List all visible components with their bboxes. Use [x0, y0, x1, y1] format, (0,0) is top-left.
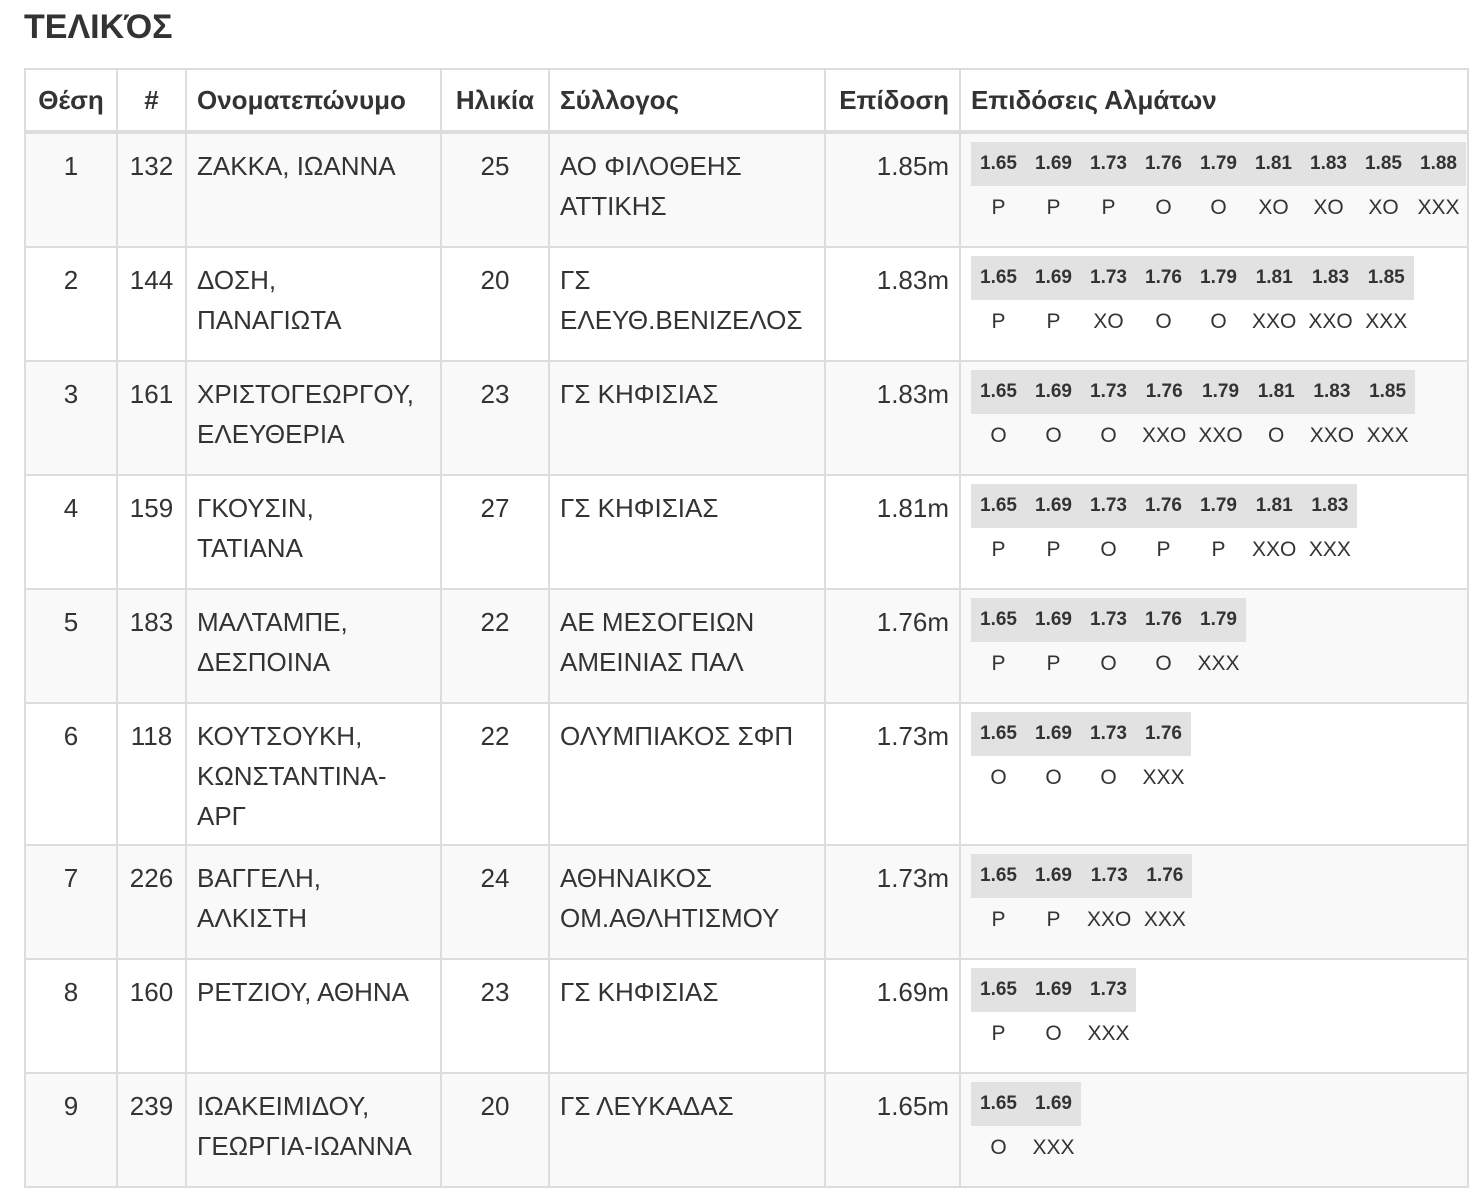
jump-attempt: XXX [1366, 424, 1409, 447]
results-table [24, 68, 1469, 1188]
cell-name [186, 475, 441, 589]
jump-attempt: O [990, 766, 1007, 789]
cell-performance: 1.83m [825, 361, 960, 475]
jump-attempt: XO [1313, 196, 1344, 219]
jumps-grid [971, 370, 1415, 458]
club-line: ΕΛΕΥΘ.ΒΕΝΙΖΕΛΟΣ [560, 305, 803, 335]
jump-attempts-row [971, 1126, 1081, 1170]
jump-height: 1.69 [1026, 370, 1081, 414]
cell-position: 9 [25, 1073, 117, 1187]
cell-age: 25 [441, 132, 549, 247]
jump-height: 1.65 [971, 968, 1026, 1012]
cell-name [186, 132, 441, 247]
club-line: ΑΤΤΙΚΗΣ [560, 191, 667, 221]
jumps-grid [971, 968, 1136, 1056]
cell-position: 7 [25, 845, 117, 959]
jump-attempt: P [991, 652, 1006, 675]
jump-attempt: P [991, 908, 1006, 931]
jump-attempts-row [971, 898, 1192, 942]
cell-name [186, 1073, 441, 1187]
cell-performance: 1.85m [825, 132, 960, 247]
cell-age: 20 [441, 1073, 549, 1187]
name-line: ΙΩΑΚΕΙΜΙΔΟΥ, [197, 1091, 370, 1121]
cell-jumps [960, 959, 1468, 1073]
jump-heights-row [971, 968, 1136, 1012]
jump-attempts-row [971, 528, 1357, 572]
cell-club [549, 845, 825, 959]
cell-bib: 183 [117, 589, 186, 703]
cell-performance: 1.73m [825, 703, 960, 845]
header-age[interactable]: Ηλικία [441, 69, 549, 132]
jump-height: 1.65 [971, 1082, 1026, 1126]
page-title: ΤΕΛΙΚΌΣ [24, 8, 173, 46]
jump-attempt: XXX [1087, 1022, 1130, 1045]
jump-attempt: O [1100, 652, 1117, 675]
name-line: ΤΑΤΙΑΝΑ [197, 533, 303, 563]
jump-height: 1.65 [971, 370, 1026, 414]
jump-height: 1.83 [1302, 484, 1357, 528]
cell-name [186, 247, 441, 361]
name-line: ΡΕΤΖΙΟΥ, ΑΘΗΝΑ [197, 977, 409, 1007]
jump-attempts-row [971, 186, 1466, 230]
cell-club [549, 475, 825, 589]
jump-height: 1.69 [1026, 598, 1081, 642]
jump-height: 1.79 [1192, 370, 1248, 414]
cell-jumps [960, 1073, 1468, 1187]
jump-attempt: P [1046, 310, 1061, 333]
jump-attempt: XXX [1197, 652, 1240, 675]
name-line: ΓΕΩΡΓΙΑ-ΙΩΑΝΝΑ [197, 1131, 412, 1161]
club-line: ΑΕ ΜΕΣΟΓΕΙΩΝ [560, 607, 755, 637]
table-row [25, 1073, 1468, 1187]
club-line: ΟΛΥΜΠΙΑΚΟΣ ΣΦΠ [560, 721, 794, 751]
table-row [25, 959, 1468, 1073]
cell-jumps [960, 589, 1468, 703]
name-line: ΔΕΣΠΟΙΝΑ [197, 647, 331, 677]
jump-height: 1.85 [1356, 142, 1411, 186]
jump-height: 1.76 [1136, 598, 1191, 642]
jump-height: 1.69 [1026, 484, 1081, 528]
jump-height: 1.76 [1137, 854, 1192, 898]
jump-height: 1.76 [1136, 484, 1191, 528]
cell-jumps [960, 475, 1468, 589]
jump-height: 1.73 [1081, 370, 1136, 414]
club-line: ΓΣ ΛΕΥΚΑΔΑΣ [560, 1091, 734, 1121]
jumps-grid [971, 484, 1357, 572]
cell-club [549, 361, 825, 475]
jump-attempt: P [1046, 652, 1061, 675]
header-bib[interactable]: # [117, 69, 186, 132]
cell-club [549, 959, 825, 1073]
cell-position: 8 [25, 959, 117, 1073]
jump-height: 1.79 [1191, 484, 1246, 528]
jump-attempts-row [971, 756, 1191, 800]
jump-attempt: XO [1093, 310, 1124, 333]
jump-attempt: O [1155, 652, 1172, 675]
name-line: ΚΟΥΤΣΟΥΚΗ, [197, 721, 363, 751]
jump-attempt: P [1046, 538, 1061, 561]
cell-name [186, 845, 441, 959]
cell-bib: 132 [117, 132, 186, 247]
header-position[interactable]: Θέση [25, 69, 117, 132]
jump-attempt: P [1211, 538, 1226, 561]
cell-age: 24 [441, 845, 549, 959]
table-row [25, 132, 1468, 247]
cell-age: 27 [441, 475, 549, 589]
jump-height: 1.76 [1136, 370, 1192, 414]
cell-performance: 1.83m [825, 247, 960, 361]
cell-jumps [960, 132, 1468, 247]
jump-height: 1.69 [1026, 1082, 1081, 1126]
cell-age: 22 [441, 703, 549, 845]
jump-attempt: XXO [1308, 310, 1353, 333]
jumps-grid [971, 598, 1246, 686]
jump-attempt: P [991, 196, 1006, 219]
jump-attempt: XO [1368, 196, 1399, 219]
club-line: ΑΘΗΝΑΙΚΟΣ [560, 863, 712, 893]
jump-height: 1.85 [1360, 370, 1415, 414]
cell-jumps [960, 247, 1468, 361]
jump-attempt: XXO [1142, 424, 1187, 447]
jump-height: 1.69 [1026, 854, 1081, 898]
club-line: ΟΜ.ΑΘΛΗΤΙΣΜΟΥ [560, 903, 780, 933]
name-line: ΓΚΟΥΣΙΝ, [197, 493, 314, 523]
jump-attempt: P [1101, 196, 1116, 219]
jump-height: 1.73 [1081, 854, 1137, 898]
jump-height: 1.73 [1081, 598, 1136, 642]
table-row [25, 475, 1468, 589]
jump-heights-row [971, 854, 1192, 898]
cell-position: 6 [25, 703, 117, 845]
jump-height: 1.76 [1136, 256, 1191, 300]
name-line: ΑΡΓ [197, 801, 247, 831]
header-row [25, 69, 1468, 132]
jump-attempt: XXO [1087, 908, 1132, 931]
cell-performance: 1.69m [825, 959, 960, 1073]
header-performance[interactable]: Επίδοση [825, 69, 960, 132]
jump-attempt: P [1156, 538, 1171, 561]
jump-attempt: XXX [1365, 310, 1408, 333]
header-club[interactable]: Σύλλογος [549, 69, 825, 132]
cell-age: 23 [441, 361, 549, 475]
club-line: ΓΣ ΚΗΦΙΣΙΑΣ [560, 493, 719, 523]
jump-height: 1.83 [1301, 142, 1356, 186]
club-line: ΑΟ ΦΙΛΟΘΕΗΣ [560, 151, 742, 181]
jump-attempt: O [1268, 424, 1285, 447]
jump-heights-row [971, 484, 1357, 528]
name-line: ΧΡΙΣΤΟΓΕΩΡΓΟΥ, [197, 379, 415, 409]
jump-height: 1.69 [1026, 968, 1081, 1012]
cell-jumps [960, 703, 1468, 845]
jumps-grid [971, 854, 1192, 942]
jump-attempt: O [1100, 766, 1117, 789]
jump-attempt: XXX [1142, 766, 1185, 789]
cell-bib: 226 [117, 845, 186, 959]
jump-attempt: O [990, 1136, 1007, 1159]
name-line: ΕΛΕΥΘΕΡΙΑ [197, 419, 345, 449]
cell-bib: 159 [117, 475, 186, 589]
jump-attempts-row [971, 1012, 1136, 1056]
name-line: ΒΑΓΓΕΛΗ, [197, 863, 322, 893]
jump-attempt: XXX [1417, 196, 1460, 219]
cell-position: 1 [25, 132, 117, 247]
cell-club [549, 703, 825, 845]
jump-attempts-row [971, 642, 1246, 686]
jump-height: 1.81 [1246, 484, 1302, 528]
cell-position: 5 [25, 589, 117, 703]
cell-jumps [960, 361, 1468, 475]
club-line: ΓΣ ΚΗΦΙΣΙΑΣ [560, 379, 719, 409]
cell-position: 4 [25, 475, 117, 589]
jump-height: 1.88 [1411, 142, 1466, 186]
name-line: ΖΑΚΚΑ, ΙΩΑΝΝΑ [197, 151, 396, 181]
jump-attempts-row [971, 300, 1414, 344]
jump-attempt: O [1100, 538, 1117, 561]
jump-attempts-row [971, 414, 1415, 458]
jump-attempt: XXO [1198, 424, 1243, 447]
jump-heights-row [971, 370, 1415, 414]
jump-attempt: O [990, 424, 1007, 447]
cell-position: 3 [25, 361, 117, 475]
jump-height: 1.69 [1026, 142, 1081, 186]
jump-height: 1.83 [1302, 256, 1358, 300]
name-line: ΠΑΝΑΓΙΩΤΑ [197, 305, 342, 335]
jump-heights-row [971, 712, 1191, 756]
jump-height: 1.65 [971, 142, 1026, 186]
name-line: ΔΟΣΗ, [197, 265, 277, 295]
cell-club [549, 589, 825, 703]
jump-attempt: XXX [1308, 538, 1351, 561]
jump-attempt: XXO [1309, 424, 1355, 447]
jump-height: 1.69 [1026, 712, 1081, 756]
jumps-grid [971, 712, 1191, 800]
cell-age: 20 [441, 247, 549, 361]
header-name[interactable]: Ονοματεπώνυμο [186, 69, 441, 132]
cell-bib: 239 [117, 1073, 186, 1187]
results-body [25, 132, 1468, 1187]
jump-height: 1.81 [1246, 142, 1301, 186]
jump-attempt: O [1100, 424, 1117, 447]
table-row [25, 589, 1468, 703]
jump-height: 1.65 [971, 256, 1026, 300]
jump-attempt: XXO [1252, 538, 1297, 561]
jump-attempt: P [1046, 196, 1061, 219]
cell-age: 22 [441, 589, 549, 703]
jump-attempt: XXX [1143, 908, 1186, 931]
club-line: ΓΣ ΚΗΦΙΣΙΑΣ [560, 977, 719, 1007]
jump-attempt: XXX [1032, 1136, 1075, 1159]
jump-heights-row [971, 1082, 1081, 1126]
name-line: ΚΩΝΣΤΑΝΤΙΝΑ- [197, 761, 387, 791]
jump-attempt: P [991, 538, 1006, 561]
cell-performance: 1.76m [825, 589, 960, 703]
name-line: ΜΑΛΤΑΜΠΕ, [197, 607, 348, 637]
jump-height: 1.79 [1191, 598, 1246, 642]
jump-height: 1.79 [1191, 256, 1246, 300]
jump-height: 1.65 [971, 712, 1026, 756]
table-row [25, 703, 1468, 845]
table-row [25, 361, 1468, 475]
header-jumps[interactable]: Επιδόσεις Αλμάτων [960, 69, 1468, 132]
jump-heights-row [971, 142, 1466, 186]
jump-heights-row [971, 598, 1246, 642]
cell-club [549, 132, 825, 247]
cell-name [186, 959, 441, 1073]
jump-height: 1.79 [1191, 142, 1246, 186]
jump-height: 1.65 [971, 598, 1026, 642]
cell-name [186, 589, 441, 703]
jump-height: 1.76 [1136, 712, 1191, 756]
jump-attempt: P [991, 1022, 1006, 1045]
cell-performance: 1.73m [825, 845, 960, 959]
jump-height: 1.85 [1359, 256, 1414, 300]
jump-height: 1.81 [1246, 256, 1302, 300]
jump-height: 1.65 [971, 484, 1026, 528]
jump-height: 1.73 [1081, 712, 1136, 756]
jump-attempt: XO [1258, 196, 1289, 219]
club-line: ΓΣ [560, 265, 591, 295]
jump-attempt: O [1045, 766, 1062, 789]
cell-bib: 144 [117, 247, 186, 361]
jump-attempt: O [1155, 196, 1172, 219]
jump-attempt: O [1045, 1022, 1062, 1045]
cell-bib: 118 [117, 703, 186, 845]
jump-heights-row [971, 256, 1414, 300]
club-line: ΑΜΕΙΝΙΑΣ ΠΑΛ [560, 647, 744, 677]
jump-height: 1.73 [1081, 142, 1136, 186]
jump-height: 1.83 [1304, 370, 1360, 414]
cell-name [186, 361, 441, 475]
jump-height: 1.73 [1081, 484, 1136, 528]
cell-club [549, 1073, 825, 1187]
jump-attempt: P [1046, 908, 1061, 931]
jump-height: 1.73 [1081, 968, 1136, 1012]
jump-attempt: XXO [1252, 310, 1297, 333]
jump-height: 1.81 [1249, 370, 1304, 414]
cell-performance: 1.81m [825, 475, 960, 589]
table-row [25, 845, 1468, 959]
name-line: ΑΛΚΙΣΤΗ [197, 903, 308, 933]
cell-position: 2 [25, 247, 117, 361]
jump-attempt: O [1210, 196, 1227, 219]
jump-height: 1.65 [971, 854, 1026, 898]
jump-height: 1.69 [1026, 256, 1081, 300]
jump-attempt: O [1045, 424, 1062, 447]
cell-age: 23 [441, 959, 549, 1073]
jump-attempt: O [1155, 310, 1172, 333]
cell-club [549, 247, 825, 361]
jumps-grid [971, 1082, 1081, 1170]
table-row [25, 247, 1468, 361]
cell-name [186, 703, 441, 845]
jumps-grid [971, 256, 1414, 344]
cell-performance: 1.65m [825, 1073, 960, 1187]
jump-height: 1.76 [1136, 142, 1191, 186]
jump-attempt: P [991, 310, 1006, 333]
cell-jumps [960, 845, 1468, 959]
jumps-grid [971, 142, 1466, 230]
cell-bib: 160 [117, 959, 186, 1073]
jump-attempt: O [1210, 310, 1227, 333]
jump-height: 1.73 [1081, 256, 1136, 300]
cell-bib: 161 [117, 361, 186, 475]
